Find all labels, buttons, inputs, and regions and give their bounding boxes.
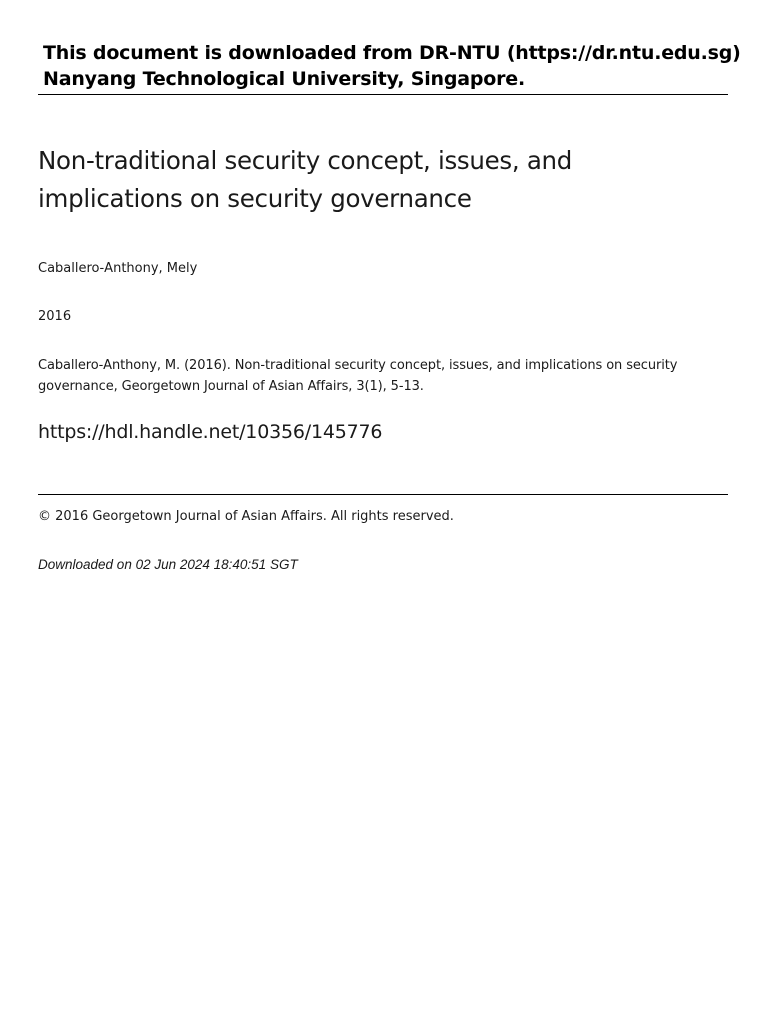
document-citation: Caballero‑Anthony, M. (2016). Non‑traditional security concept, issues, and implications on security governance, Georgetown Journal of Asian Affairs, 3(1), 5‑13. [38,358,678,394]
handle-link[interactable]: https://hdl.handle.net/10356/145776 [38,421,383,443]
document-title: Non‑traditional security concept, issues, and implications on security governance [38,146,573,213]
rights-statement: © 2016 Georgetown Journal of Asian Affairs. All rights reserved. [38,509,454,524]
repository-header [38,40,741,95]
document-year: 2016 [38,309,72,324]
repository-header-line-1: This document is downloaded from DR‑NTU (https://dr.ntu.edu.sg) [43,42,741,64]
download-timestamp: Downloaded on 02 Jun 2024 18:40:51 SGT [38,557,298,572]
document-author: Caballero‑Anthony, Mely [38,261,198,276]
repository-header-line-2: Nanyang Technological University, Singapore. [43,68,526,90]
section-divider [38,494,728,495]
